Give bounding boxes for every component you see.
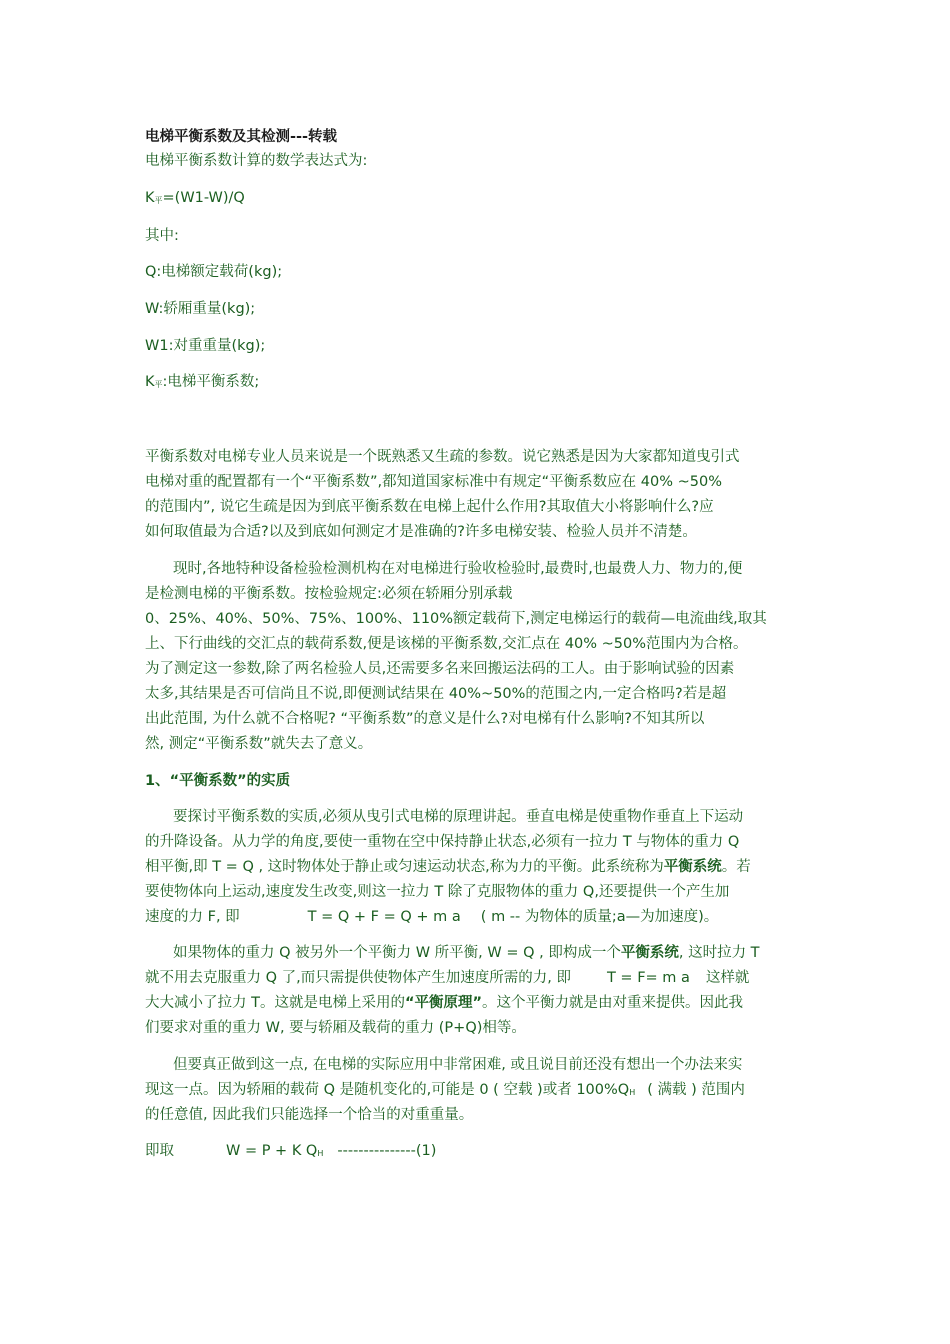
equation-formula: W = P + K Q <box>226 1143 318 1159</box>
paragraph-line: 出此范围, 为什么就不合格呢? “平衡系数”的意义是什么?对电梯有什么影响?不知其所以 <box>145 711 705 727</box>
paragraph-line: 的升降设备。从力学的角度,要使一重物在空中保持静止状态,必须有一拉力 T 与物体的重力 Q <box>145 834 740 850</box>
paragraph-line: 的范围内”, 说它生疏是因为到底平衡系数在电梯上起什么作用?其取值大小将影响什么?应 <box>145 499 714 515</box>
text-run: ( 满载 ) 范围内 <box>647 1082 745 1098</box>
definition-item <box>145 262 282 282</box>
definition-symbol: W1 <box>145 338 169 354</box>
formula-k-sub: 平 <box>154 196 163 205</box>
formula-k: K <box>145 190 155 206</box>
equation-subscript: H <box>317 1149 324 1158</box>
paragraph-line: 是检测电梯的平衡系数。按检验规定:必须在轿厢分别承载 <box>145 586 513 602</box>
balance-formula <box>145 188 245 211</box>
definition-symbol: Q <box>145 264 157 280</box>
emphasis-text: 平衡系统 <box>663 859 722 875</box>
paragraph-line: 要探讨平衡系数的实质,必须从曳引式电梯的原理讲起。垂直电梯是使重物作垂直上下运动 <box>173 809 744 825</box>
where-label: 其中: <box>145 228 179 244</box>
paragraph-line: 太多,其结果是否可信尚且不说,即便测试结果在 40%~50%的范围之内,一定合格吗?若是超 <box>145 686 727 702</box>
emphasis-text: “平衡原理” <box>404 995 483 1011</box>
definition-symbol: W <box>145 301 159 317</box>
paragraph-line: 上、下行曲线的交汇点的载荷系数,便是该梯的平衡系数,交汇点在 40% ~50%范围内为合格。 <box>145 636 748 652</box>
equation-text: T = F= m a <box>606 970 690 986</box>
paragraph-line: 现时,各地特种设备检验检测机构在对电梯进行验收检验时,最费时,也最费人力、物力的,便 <box>173 561 743 577</box>
paragraph-line <box>173 943 760 963</box>
emphasis-text: 平衡系统 <box>620 945 679 961</box>
text-run: ( m -- 为物体的质量;a—为加速度)。 <box>480 909 719 925</box>
text-run: 。这个平衡力就是由对重来提供。因此我 <box>482 995 744 1011</box>
paragraph-line <box>145 993 743 1013</box>
equation-line <box>145 1141 436 1164</box>
definition-text: :电梯平衡系数; <box>162 374 260 390</box>
definition-text: :轿厢重量(kg); <box>158 301 256 317</box>
formula-intro: 电梯平衡系数计算的数学表达式为: <box>145 153 368 169</box>
text-run: , 这时拉力 T <box>678 945 760 961</box>
text-run: 就不用去克服重力 Q 了,而只需提供使物体产生加速度所需的力, 即 <box>145 970 571 986</box>
paragraph-line: 平衡系数对电梯专业人员来说是一个既熟悉又生疏的参数。说它熟悉是因为大家都知道曳引式 <box>145 449 740 465</box>
paragraph-line: 们要求对重的重力 W, 要与轿厢及载荷的重力 (P+Q)相等。 <box>145 1020 526 1036</box>
text-run: 如果物体的重力 Q 被另外一个平衡力 W 所平衡, W = Q , 即构成一个 <box>173 945 621 961</box>
paragraph-line: 但要真正做到这一点, 在电梯的实际应用中非常困难, 或且说目前还没有想出一个办法来实 <box>173 1057 743 1073</box>
paragraph-line <box>145 857 751 877</box>
paragraph-line <box>145 968 749 988</box>
equation-number: ---------------(1) <box>337 1143 437 1159</box>
definition-item <box>145 336 265 356</box>
paragraph-line: 如何取值最为合适?以及到底如何测定才是准确的?许多电梯安装、检验人员并不清楚。 <box>145 524 697 540</box>
subscript-h: H <box>629 1088 636 1097</box>
definition-symbol-sub: 平 <box>154 380 163 389</box>
paragraph-line: 然, 测定“平衡系数”就失去了意义。 <box>145 736 373 752</box>
equation-text: T = Q + F = Q + m a <box>307 909 461 925</box>
formula-rest: =(W1-W)/Q <box>162 190 245 206</box>
text-run: 这样就 <box>705 970 750 986</box>
section-heading: 1、“平衡系数”的实质 <box>145 773 291 789</box>
paragraph-line: 电梯对重的配置都有一个“平衡系数”,都知道国家标准中有规定“平衡系数应在 40% ~50% <box>145 474 722 490</box>
paragraph-line <box>145 1080 745 1103</box>
text-run: 现这一点。因为轿厢的载荷 Q 是随机变化的,可能是 0 ( 空载 )或者 100%Q <box>145 1082 630 1098</box>
equation-label: 即取 <box>145 1143 174 1159</box>
paragraph-line: 0、25%、40%、50%、75%、100%、110%额定载荷下,测定电梯运行的载荷—电流曲线,取其 <box>145 611 767 627</box>
paragraph-line: 要使物体向上运动,速度发生改变,则这一拉力 T 除了克服物体的重力 Q,还要提供一个产生加 <box>145 884 730 900</box>
definition-symbol: K <box>145 374 155 390</box>
paragraph-line: 为了测定这一参数,除了两名检验人员,还需要多名来回搬运法码的工人。由于影响试验的因素 <box>145 661 735 677</box>
definition-text: :对重重量(kg); <box>168 338 266 354</box>
document-title: 电梯平衡系数及其检测---转载 <box>145 129 338 145</box>
text-run: 大大减小了拉力 T。这就是电梯上采用的 <box>145 995 405 1011</box>
definition-item <box>145 372 259 395</box>
paragraph-line <box>145 907 718 927</box>
definition-text: :电梯额定载荷(kg); <box>156 264 283 280</box>
text-run: 相平衡,即 T = Q , 这时物体处于静止或匀速运动状态,称为力的平衡。此系统称为 <box>145 859 664 875</box>
definition-item <box>145 299 255 319</box>
text-run: 速度的力 F, 即 <box>145 909 240 925</box>
text-run: 。若 <box>721 859 751 875</box>
paragraph-line: 的任意值, 因此我们只能选择一个恰当的对重重量。 <box>145 1107 474 1123</box>
